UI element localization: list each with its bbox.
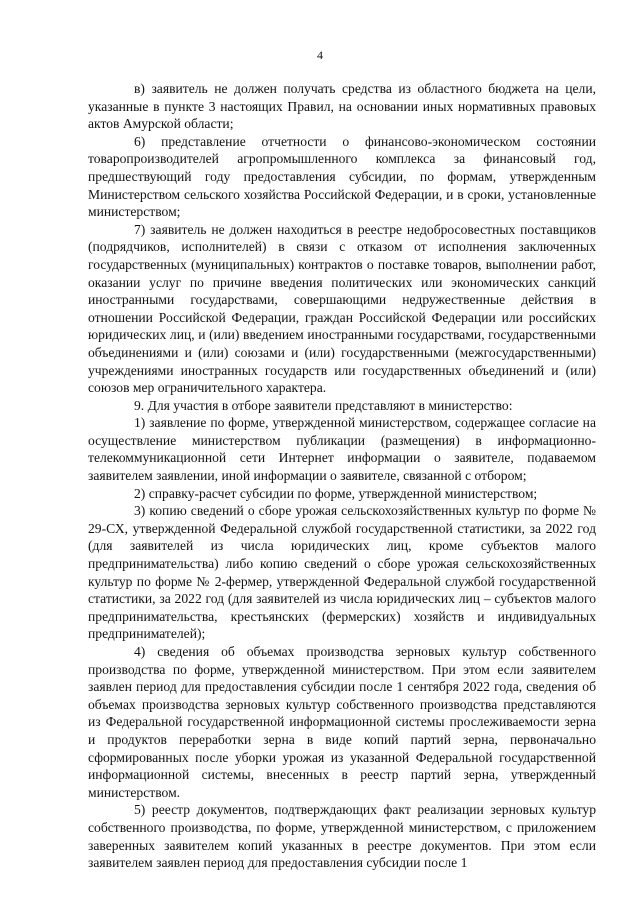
page-body [88,80,596,872]
paragraph-clause-9: 9. Для участия в отборе заявители представляют в министерство: [134,397,513,413]
paragraph-doc-3: 3) копию сведений о сборе урожая сельскохозяйственных культур по форме № 29-СХ, утвержденной Федеральной службой государственной статистики, за 2022 год (для заявителей из числа юридических лиц, кроме субъектов малого предпринимательства) либо копию сведений о сборе урожая сельскохозяйственных культур по форме № 2-фермер, утвержденной Федеральной службой государственной статистики, за 2022 год (для заявителей из числа юридических лиц – субъектов малого предпринимательства, крестьянских (фермерских) хозяйств и индивидуальных предпринимателей); [88,503,596,642]
paragraph-item-6: 6) представление отчетности о финансово-экономическом состоянии товаропроизводителей агропромышленного комплекса за финансовый год, предшествующий году предоставления субсидии, по формам, утвержденным Министерством сельского хозяйства Российской Федерации, и в сроки, установленные министерством; [88,133,596,220]
paragraph-subitem-v: в) заявитель не должен получать средства из областного бюджета на цели, указанные в пункте 3 настоящих Правил, на основании иных нормативных правовых актов Амурской области; [88,81,596,132]
paragraph-doc-5: 5) реестр документов, подтверждающих факт реализации зерновых культур собственного производства, по форме, утвержденной министерством, с приложением заверенных заявителем копий указанных в реестре документов. При этом если заявителем заявлен период для предоставления субсидии после 1 [88,802,596,871]
paragraph-item-7: 7) заявитель не должен находиться в реестре недобросовестных поставщиков (подрядчиков, исполнителей) в связи с отказом от исполнения заключенных государственных (муниципальных) контрактов о поставке товаров, выполнении работ, оказании услуг по причине введения политических или экономических санкций иностранными государствами, совершающими недружественные действия в отношении Российской Федерации, граждан Российской Федерации или российских юридических лиц, и (или) введением иностранными государствами, государственными объединениями и (или) союзами и (или) государственными (межгосударственными) учреждениями иностранных государств или государственных объединений и (или) союзов мер ограничительного характера. [88,221,596,396]
page-number: 4 [317,48,323,62]
paragraph-doc-1: 1) заявление по форме, утвержденной министерством, содержащее согласие на осуществление министерством публикации (размещения) в информационно-телекоммуникационной сети Интернет информации о заявителе, подаваемом заявителем заявлении, иной информации о заявителе, связанной с отбором; [88,415,596,484]
paragraph-doc-2: 2) справку-расчет субсидии по форме, утвержденной министерством; [134,485,538,501]
paragraph-doc-4: 4) сведения об объемах производства зерновых культур собственного производства по форме, утвержденной министерством. При этом если заявителем заявлен период для предоставления субсидии после 1 сентября 2022 года, сведения об объемах производства зерновых культур собственного производства представляются из Федеральной государственной информационной системы прослеживаемости зерна и продуктов переработки зерна в виде копий партий зерна, первоначально сформированных после уборки урожая из указанной Федеральной государственной информационной системы, внесенных в реестр партий зерна, утвержденный министерством. [88,644,596,800]
